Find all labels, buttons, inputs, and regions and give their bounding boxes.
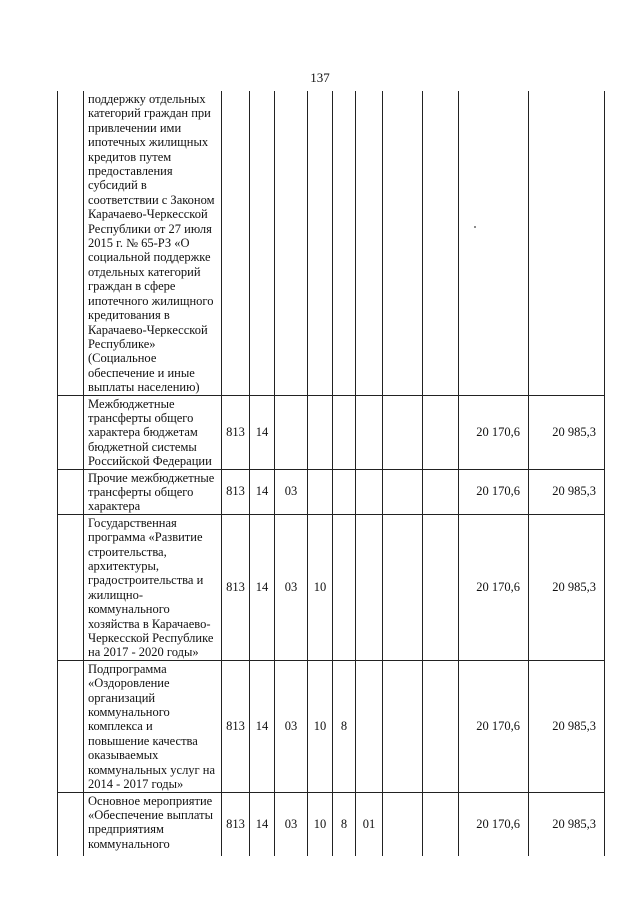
section-code-cell: 14 xyxy=(250,514,275,660)
measure-code-cell xyxy=(356,660,383,792)
table-row xyxy=(58,792,605,856)
measure-code-cell xyxy=(356,469,383,514)
subprogram-code-cell xyxy=(333,91,356,395)
amount-2020-cell: 20 985,3 xyxy=(529,792,605,856)
direction-code-cell xyxy=(383,395,423,469)
measure-code-cell xyxy=(356,514,383,660)
number-cell xyxy=(58,91,84,395)
amount-2020-cell: 20 985,3 xyxy=(529,514,605,660)
ministry-code-cell: 813 xyxy=(222,660,250,792)
measure-code-cell xyxy=(356,395,383,469)
section-code-cell: 14 xyxy=(250,660,275,792)
ministry-code-cell: 813 xyxy=(222,469,250,514)
expense-name-cell: Прочие межбюджетные трансферты общего характера xyxy=(84,469,222,514)
number-cell xyxy=(58,792,84,856)
table-row xyxy=(58,514,605,660)
section-code-cell: 14 xyxy=(250,792,275,856)
amount-2019-cell: 20 170,6 xyxy=(459,792,529,856)
expense-name-cell: Межбюджетные трансферты общего характера бюджетам бюджетной системы Российской Федерации xyxy=(84,395,222,469)
amount-2019-cell: 20 170,6 xyxy=(459,395,529,469)
measure-code-cell: 01 xyxy=(356,792,383,856)
subprogram-code-cell xyxy=(333,514,356,660)
ministry-code-cell: 813 xyxy=(222,792,250,856)
program-code-cell xyxy=(308,91,333,395)
number-cell xyxy=(58,395,84,469)
expense-type-cell xyxy=(423,660,459,792)
ministry-code-cell: 813 xyxy=(222,395,250,469)
number-cell xyxy=(58,514,84,660)
ministry-code-cell xyxy=(222,91,250,395)
expense-name-cell: Подпрограмма «Оздоровление организаций коммунального комплекса и повышение качества оказываемых коммунальных услуг на 2014 - 2017 годы» xyxy=(84,660,222,792)
section-code-cell: 14 xyxy=(250,395,275,469)
expense-name-cell: Государственная программа «Развитие строительства, архитектуры, градостроительства и жилищно-коммунального хозяйства в Карачаево-Черкесской Республике на 2017 - 2020 годы» xyxy=(84,514,222,660)
direction-code-cell xyxy=(383,514,423,660)
page-number: 137 xyxy=(310,70,330,85)
subprogram-code-cell xyxy=(333,395,356,469)
program-code-cell: 10 xyxy=(308,514,333,660)
budget-table xyxy=(57,91,605,856)
number-cell xyxy=(58,469,84,514)
subsection-code-cell: 03 xyxy=(275,514,308,660)
expense-type-cell xyxy=(423,792,459,856)
direction-code-cell xyxy=(383,660,423,792)
expense-type-cell xyxy=(423,469,459,514)
subprogram-code-cell: 8 xyxy=(333,660,356,792)
number-cell xyxy=(58,660,84,792)
ministry-code-cell: 813 xyxy=(222,514,250,660)
amount-2019-cell: 20 170,6 xyxy=(459,469,529,514)
direction-code-cell xyxy=(383,469,423,514)
expense-name-cell: поддержку отдельных категорий граждан при привлечении ими ипотечных жилищных кредитов путем предоставления субсидий в соответствии с Законом Карачаево-Черкесской Республики от 27 июля 2015 г. № 65-РЗ «О социальной поддержке отдельных категорий граждан в сфере ипотечного жилищного кредитования в Карачаево-Черкесской Республике» (Социальное обеспечение и иные выплаты населению) xyxy=(84,91,222,395)
subsection-code-cell xyxy=(275,395,308,469)
subsection-code-cell: 03 xyxy=(275,792,308,856)
expense-type-cell xyxy=(423,91,459,395)
amount-2020-cell: 20 985,3 xyxy=(529,660,605,792)
amount-2020-cell: 20 985,3 xyxy=(529,469,605,514)
program-code-cell: 10 xyxy=(308,792,333,856)
subsection-code-cell: 03 xyxy=(275,660,308,792)
program-code-cell xyxy=(308,469,333,514)
section-code-cell: 14 xyxy=(250,469,275,514)
amount-2019-cell: 20 170,6 xyxy=(459,514,529,660)
table-row xyxy=(58,469,605,514)
scan-speck xyxy=(474,226,476,228)
program-code-cell xyxy=(308,395,333,469)
direction-code-cell xyxy=(383,792,423,856)
direction-code-cell xyxy=(383,91,423,395)
section-code-cell xyxy=(250,91,275,395)
amount-2020-cell xyxy=(529,91,605,395)
program-code-cell: 10 xyxy=(308,660,333,792)
subsection-code-cell xyxy=(275,91,308,395)
expense-type-cell xyxy=(423,514,459,660)
subsection-code-cell: 03 xyxy=(275,469,308,514)
subprogram-code-cell xyxy=(333,469,356,514)
measure-code-cell xyxy=(356,91,383,395)
amount-2020-cell: 20 985,3 xyxy=(529,395,605,469)
expense-type-cell xyxy=(423,395,459,469)
table-row xyxy=(58,660,605,792)
table-row xyxy=(58,395,605,469)
table-row xyxy=(58,91,605,395)
expense-name-cell: Основное мероприятие «Обеспечение выплаты предприятиям коммунального xyxy=(84,792,222,856)
amount-2019-cell: 20 170,6 xyxy=(459,660,529,792)
subprogram-code-cell: 8 xyxy=(333,792,356,856)
amount-2019-cell xyxy=(459,91,529,395)
